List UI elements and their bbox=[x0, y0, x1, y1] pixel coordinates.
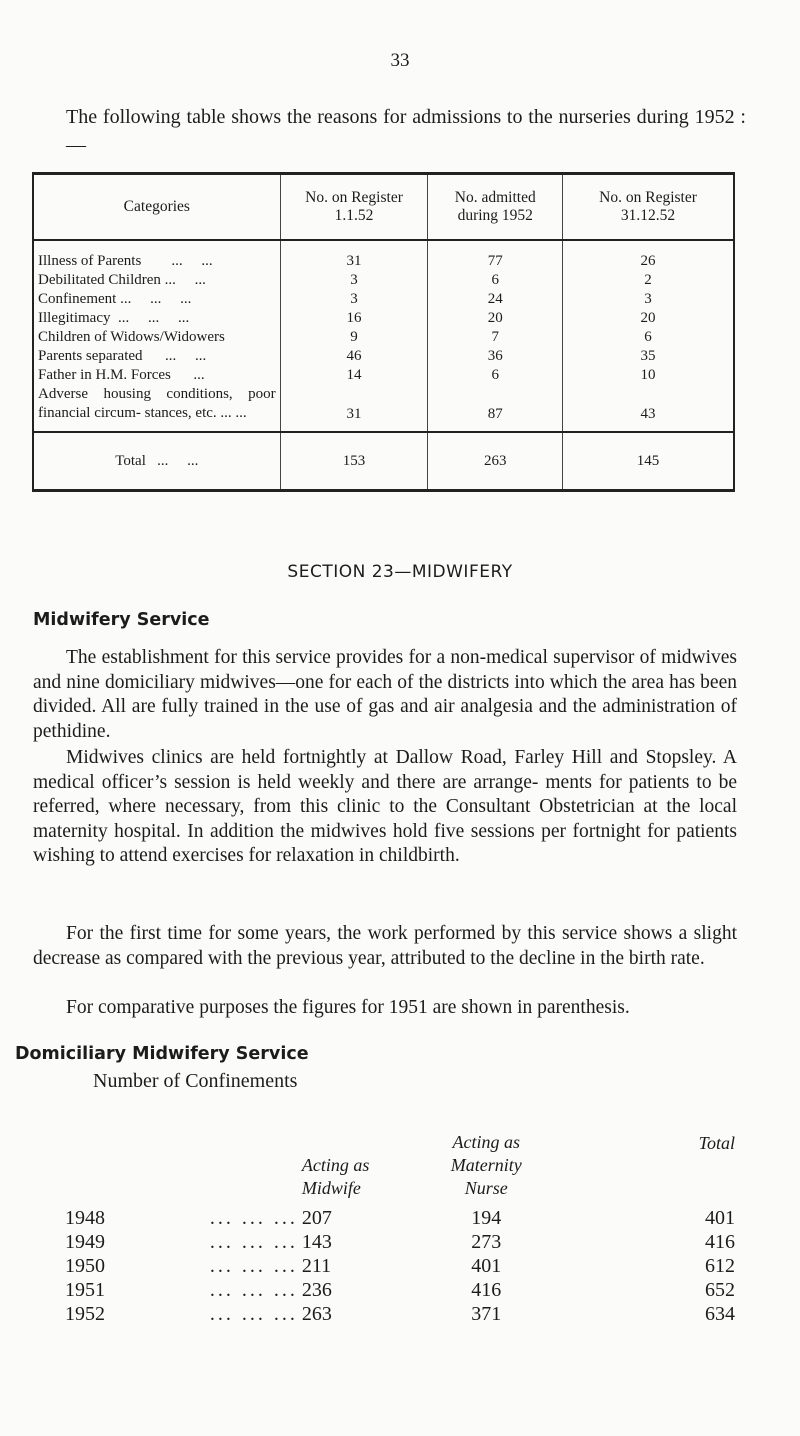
row-register-start: 3 bbox=[280, 289, 428, 308]
table-row bbox=[33, 365, 734, 384]
total-label: Total ... ... bbox=[33, 432, 280, 491]
total-row bbox=[33, 432, 734, 491]
row-admitted: 87 bbox=[428, 384, 563, 432]
header-total: Total bbox=[698, 1133, 735, 1153]
row-admitted: 7 bbox=[428, 327, 563, 346]
row-maternity: 401 bbox=[471, 1255, 502, 1277]
row-category: Illegitimacy ... ... ... bbox=[38, 310, 190, 326]
table-row bbox=[33, 346, 734, 365]
row-register-start: 16 bbox=[280, 308, 428, 327]
confinements-table bbox=[65, 1108, 737, 1326]
row-maternity: 273 bbox=[471, 1231, 502, 1253]
row-admitted: 77 bbox=[428, 240, 563, 270]
row-register-start: 3 bbox=[280, 270, 428, 289]
row-register-end: 26 bbox=[563, 240, 734, 270]
row-dots: ... ... ... bbox=[209, 1279, 298, 1301]
row-year: 1948 bbox=[65, 1207, 105, 1229]
row-category: Illness of Parents ... ... bbox=[38, 253, 213, 269]
table-row bbox=[33, 240, 734, 270]
intro-paragraph: The following table shows the reasons for admissions to the nurseries during 1952 :— bbox=[66, 106, 746, 156]
midwifery-service-heading: Midwifery Service bbox=[33, 610, 210, 630]
row-maternity: 371 bbox=[471, 1303, 502, 1325]
row-category: Parents separated ... ... bbox=[38, 348, 207, 364]
total-register-start: 153 bbox=[280, 432, 428, 491]
row-midwife: 211 bbox=[301, 1255, 332, 1277]
table-row bbox=[33, 384, 734, 432]
header-register-start: No. on Register 1.1.52 bbox=[280, 174, 428, 241]
total-register-end: 145 bbox=[563, 432, 734, 491]
row-dots: ... ... ... bbox=[209, 1207, 298, 1229]
row-dots: ... ... ... bbox=[209, 1255, 298, 1277]
row-category: Confinement ... ... ... bbox=[38, 291, 192, 307]
row-register-start: 14 bbox=[280, 365, 428, 384]
row-register-end: 2 bbox=[563, 270, 734, 289]
row-total: 416 bbox=[705, 1231, 735, 1253]
row-total: 652 bbox=[705, 1279, 735, 1301]
row-category: Father in H.M. Forces ... bbox=[38, 367, 205, 383]
row-admitted: 6 bbox=[428, 270, 563, 289]
row-year: 1949 bbox=[65, 1231, 105, 1253]
row-register-end: 3 bbox=[563, 289, 734, 308]
row-midwife: 207 bbox=[301, 1207, 332, 1229]
row-year: 1950 bbox=[65, 1255, 105, 1277]
domiciliary-heading: Domiciliary Midwifery Service bbox=[15, 1044, 309, 1064]
paragraph-clinics: Midwives clinics are held fortnightly at Dallow Road, Farley Hill and Stopsley. A medical officer’s session is held weekly and there are arrange- ments for patients to be referred, where necessary, from this clinic to the Consultant Obstetrician at the local maternity hospital. In addition the midwives hold five sessions per fortnight for patients wishing to attend exercises for relaxation in childbirth. bbox=[33, 747, 737, 867]
row-register-start: 46 bbox=[280, 346, 428, 365]
page-number: 33 bbox=[390, 50, 410, 71]
row-register-end: 20 bbox=[563, 308, 734, 327]
row-dots: ... ... ... bbox=[209, 1303, 298, 1325]
paragraph-comparative: For comparative purposes the figures for 1951 are shown in parenthesis. bbox=[66, 997, 630, 1018]
row-register-end: 43 bbox=[563, 384, 734, 432]
table-row bbox=[33, 270, 734, 289]
row-register-start: 31 bbox=[280, 240, 428, 270]
row-register-end: 10 bbox=[563, 365, 734, 384]
row-category: Children of Widows/Widowers bbox=[38, 329, 225, 345]
row-admitted: 20 bbox=[428, 308, 563, 327]
confinement-row bbox=[65, 1206, 737, 1230]
row-admitted: 24 bbox=[428, 289, 563, 308]
table-row bbox=[33, 308, 734, 327]
row-midwife: 143 bbox=[301, 1231, 332, 1253]
header-acting-maternity-nurse: Acting as Maternity Nurse bbox=[450, 1132, 522, 1198]
row-register-end: 6 bbox=[563, 327, 734, 346]
row-midwife: 263 bbox=[301, 1303, 332, 1325]
row-register-start: 9 bbox=[280, 327, 428, 346]
table-row bbox=[33, 289, 734, 308]
row-category: Debilitated Children ... ... bbox=[38, 272, 206, 288]
row-register-start: 31 bbox=[280, 384, 428, 432]
row-total: 634 bbox=[705, 1303, 735, 1325]
row-maternity: 194 bbox=[471, 1207, 502, 1229]
confinements-header-row bbox=[65, 1108, 737, 1206]
table-header-row bbox=[33, 174, 734, 241]
row-admitted: 6 bbox=[428, 365, 563, 384]
confinement-row bbox=[65, 1230, 737, 1254]
header-register-end: No. on Register 31.12.52 bbox=[563, 174, 734, 241]
confinement-row bbox=[65, 1278, 737, 1302]
row-category: Adverse housing conditions, poor financial circum- stances, etc. ... ... bbox=[38, 386, 276, 421]
row-total: 612 bbox=[705, 1255, 735, 1277]
row-midwife: 236 bbox=[301, 1279, 332, 1301]
paragraph-establishment: The establishment for this service provides for a non-medical supervisor of midwives and nine domiciliary midwives—one for each of the districts into which the area has been divided. All are fully trained in the use of gas and air analgesia and the administration of pethidine. bbox=[33, 647, 737, 742]
header-categories: Categories bbox=[33, 174, 280, 241]
row-year: 1952 bbox=[65, 1303, 105, 1325]
row-maternity: 416 bbox=[471, 1279, 502, 1301]
row-year: 1951 bbox=[65, 1279, 105, 1301]
row-admitted: 36 bbox=[428, 346, 563, 365]
row-total: 401 bbox=[705, 1207, 735, 1229]
confinements-subtitle: Number of Confinements bbox=[93, 1070, 298, 1092]
table-row bbox=[33, 327, 734, 346]
row-dots: ... ... ... bbox=[209, 1231, 298, 1253]
paragraph-decrease: For the first time for some years, the work performed by this service shows a slight decrease as compared with the previous year, attributed to the decline in the birth rate. bbox=[33, 923, 737, 969]
confinement-row bbox=[65, 1254, 737, 1278]
header-admitted: No. admitted during 1952 bbox=[428, 174, 563, 241]
confinement-row bbox=[65, 1302, 737, 1326]
header-acting-midwife: Acting as Midwife bbox=[301, 1155, 370, 1198]
total-admitted: 263 bbox=[428, 432, 563, 491]
admissions-table bbox=[32, 172, 735, 492]
section-title: SECTION 23—MIDWIFERY bbox=[287, 562, 513, 582]
row-register-end: 35 bbox=[563, 346, 734, 365]
